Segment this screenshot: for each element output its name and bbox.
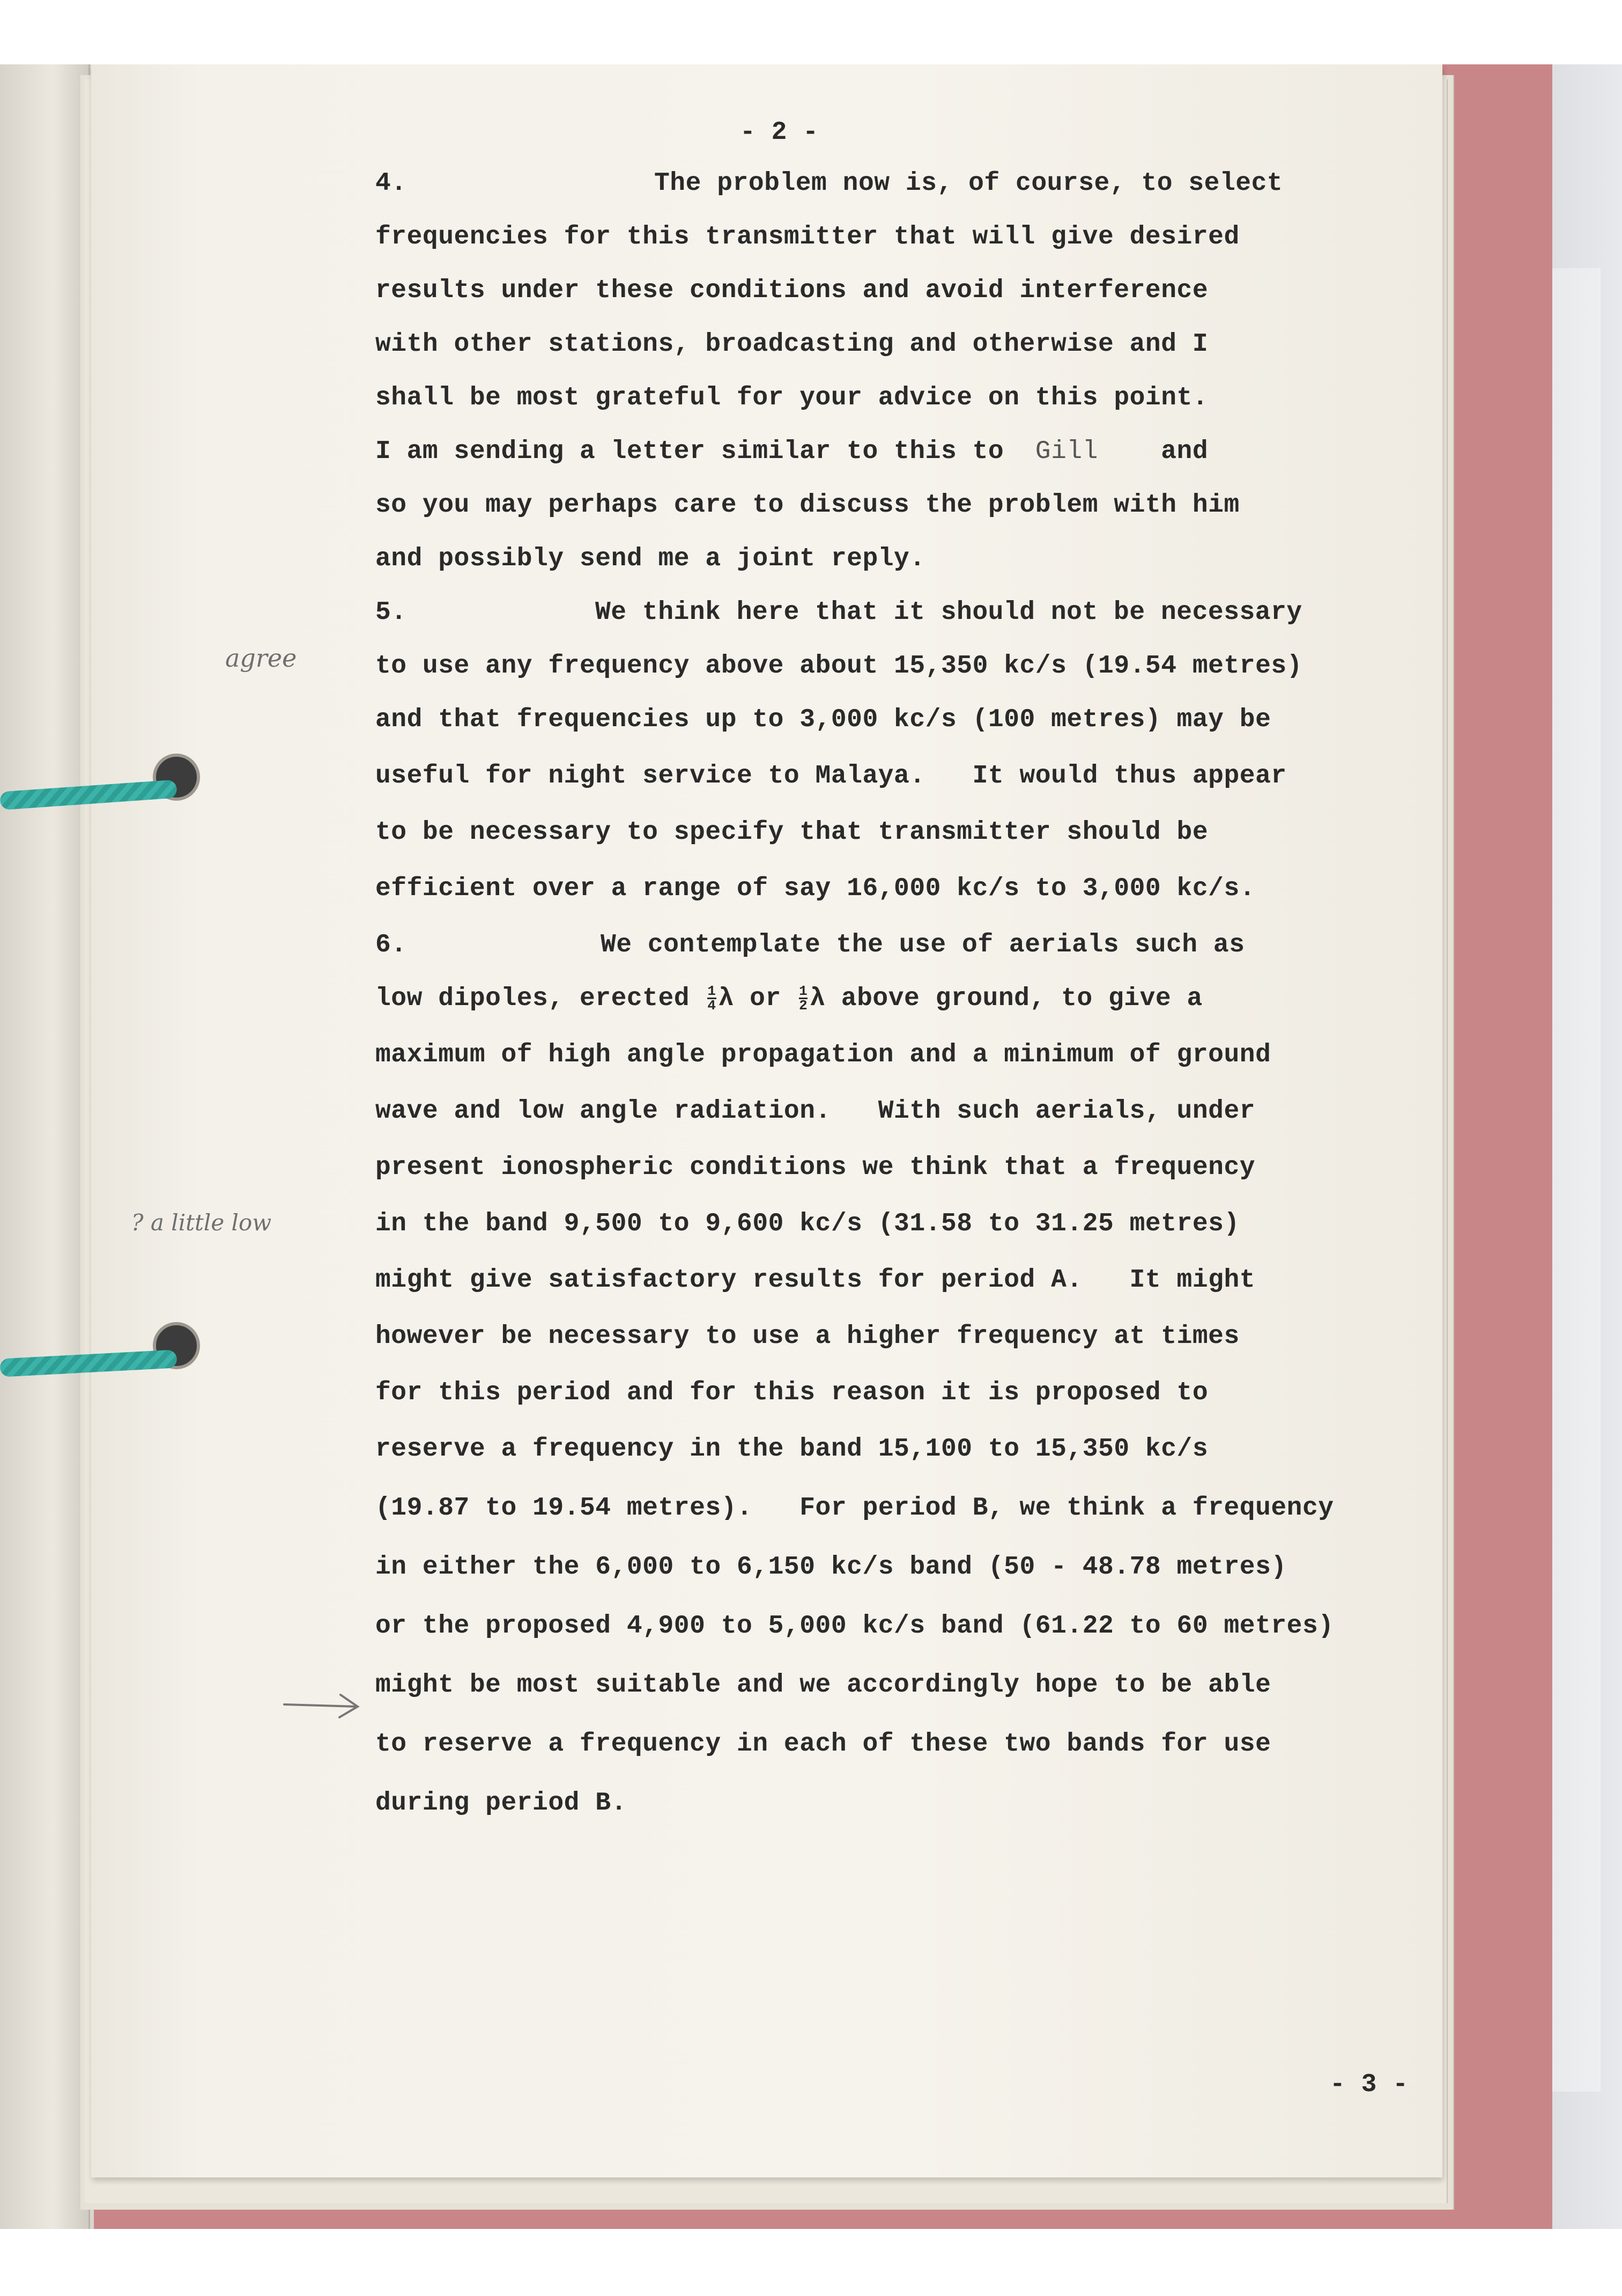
paragraph-4-line-8: and possibly send me a joint reply. (375, 544, 925, 573)
next-page-indicator: - 3 - (1330, 2070, 1409, 2099)
paragraph-6-line-14: might be most suitable and we accordingly hope to be able (375, 1671, 1271, 1700)
lambda-symbol: λ (810, 984, 826, 1013)
paragraph-6-line-12: in either the 6,000 to 6,150 kc/s band (50 - 48.78 metres) (375, 1553, 1287, 1582)
margin-note-little-low: ? a little low (131, 1209, 272, 1236)
paragraph-6-line-5: present ionospheric conditions we think that a frequency (375, 1153, 1256, 1182)
paragraph-4-line-5: shall be most grateful for your advice on this point. (375, 383, 1209, 412)
paragraph-5-line-3: and that frequencies up to 3,000 kc/s (100 metres) may be (375, 705, 1271, 734)
paragraph-6-line-6: in the band 9,500 to 9,600 kc/s (31.58 to 31.25 metres) (375, 1209, 1240, 1238)
paragraph-6-line-1: 6. We contemplate the use of aerials such as (375, 931, 1245, 959)
paragraph-4-line-2: frequencies for this transmitter that will give desired (375, 223, 1240, 252)
left-facing-page (0, 64, 90, 2229)
paragraph-number: 4. (375, 169, 407, 198)
paragraph-5-line-4: useful for night service to Malaya. It would thus appear (375, 762, 1287, 791)
paragraph-6-line-13: or the proposed 4,900 to 5,000 kc/s band (61.22 to 60 metres) (375, 1612, 1334, 1641)
margin-note-agree: agree (225, 644, 297, 673)
paragraph-6-line-8: however be necessary to use a higher frequency at times (375, 1322, 1240, 1351)
paragraph-6-line-2: low dipoles, erected $\frac{1}{4}$ λ or $\frac{1}{2}$ λ above ground, to give a (375, 983, 1203, 1014)
paragraph-6-line-7: might give satisfactory results for period A. It might (375, 1266, 1256, 1295)
paragraph-5-line-1: 5. We think here that it should not be necessary (375, 598, 1302, 627)
inserted-name: Gill (1035, 437, 1099, 466)
paragraph-4-line-3: results under these conditions and avoid interference (375, 276, 1209, 305)
paragraph-6-line-16: during period B. (375, 1789, 627, 1818)
lambda-symbol: λ (718, 984, 734, 1013)
paragraph-5-line-6: efficient over a range of say 16,000 kc/s to 3,000 kc/s. (375, 874, 1256, 903)
paragraph-6-line-15: to reserve a frequency in each of these two bands for use (375, 1730, 1271, 1759)
document-photo (0, 64, 1622, 2229)
paragraph-6-line-9: for this period and for this reason it is proposed to (375, 1378, 1209, 1407)
paragraph-6-line-4: wave and low angle radiation. With such aerials, under (375, 1097, 1256, 1126)
paragraph-5-line-2: to use any frequency above about 15,350 kc/s (19.54 metres) (375, 652, 1302, 681)
page-number: - 2 - (740, 118, 819, 147)
fraction-quarter: $\frac{1}{4}$ (707, 983, 716, 1014)
paragraph-6-line-11: (19.87 to 19.54 metres). For period B, we think a frequency (375, 1494, 1334, 1523)
paragraph-5-line-5: to be necessary to specify that transmitter should be (375, 818, 1209, 847)
arrow-icon (282, 1689, 362, 1722)
paragraph-number: 5. (375, 598, 407, 627)
paragraph-number: 6. (375, 931, 407, 959)
fraction-half: $\frac{1}{2}$ (799, 983, 808, 1014)
typed-page (91, 64, 1442, 2177)
paragraph-4-line-4: with other stations, broadcasting and otherwise and I (375, 330, 1209, 359)
paragraph-6-line-10: reserve a frequency in the band 15,100 to 15,350 kc/s (375, 1435, 1209, 1464)
paragraph-4-line-1: 4. The problem now is, of course, to select (375, 169, 1283, 198)
paragraph-4-line-7: so you may perhaps care to discuss the problem with him (375, 491, 1240, 520)
paragraph-6-line-3: maximum of high angle propagation and a minimum of ground (375, 1040, 1271, 1069)
paragraph-4-line-6: I am sending a letter similar to this to Gill and (375, 437, 1209, 466)
